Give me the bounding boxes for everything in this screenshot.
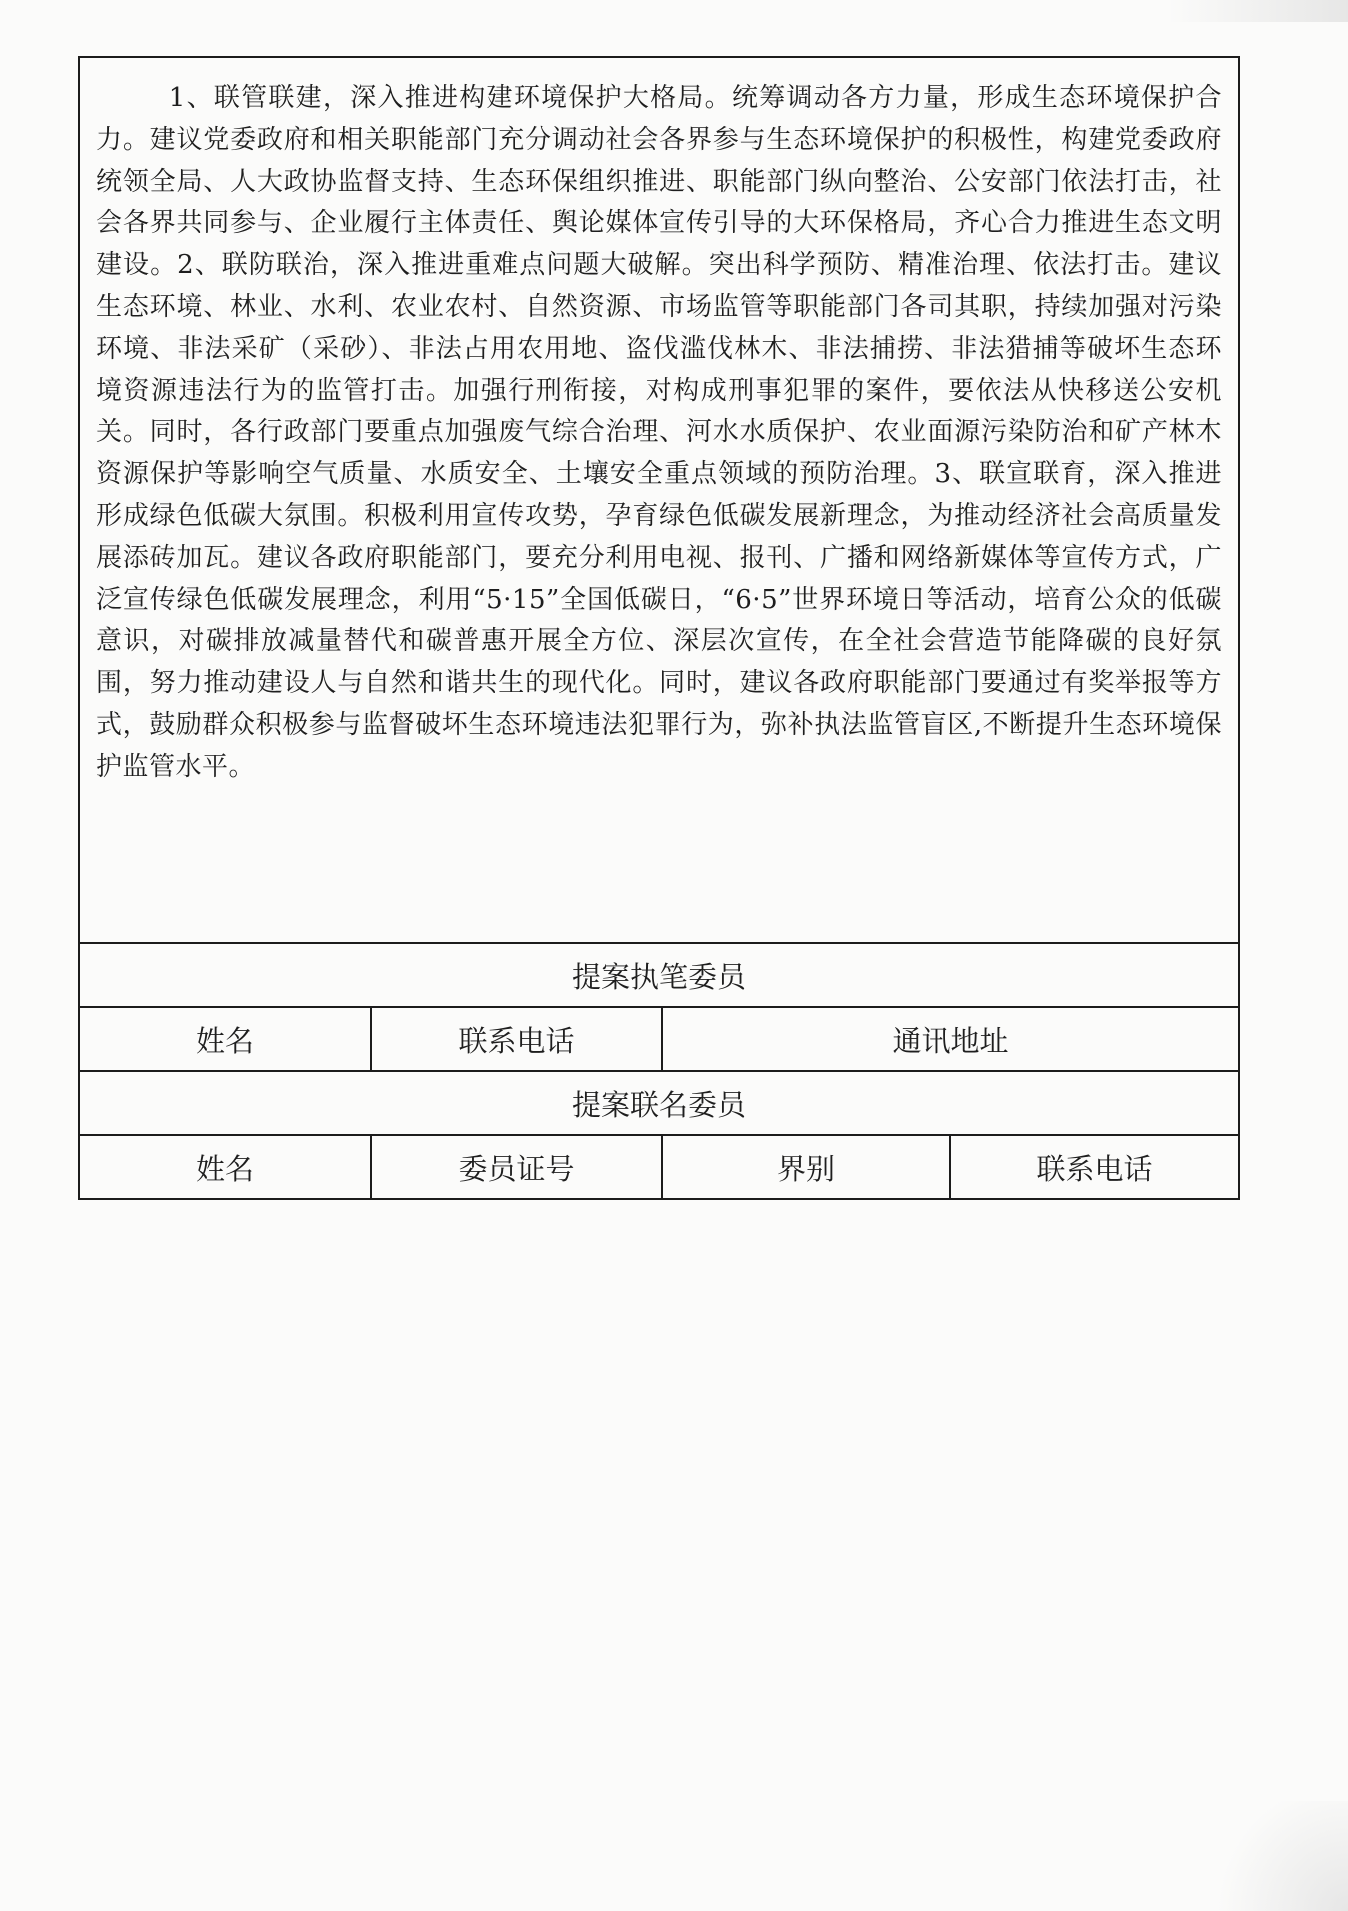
cosign-section-title: 提案联名委员 <box>79 1071 1239 1135</box>
cosign-section-header-row <box>79 1135 1239 1199</box>
lead-col-name: 姓名 <box>79 1007 371 1071</box>
scan-shadow-top <box>1168 0 1348 22</box>
cosign-col-member-id: 委员证号 <box>371 1135 662 1199</box>
proposal-form-table <box>78 56 1240 1200</box>
lead-section-title: 提案执笔委员 <box>79 943 1239 1007</box>
body-paragraph: 1、联管联建，深入推进构建环境保护大格局。统筹调动各方力量，形成生态环境保护合力。建议党委政府和相关职能部门充分调动社会各界参与生态环境保护的积极性，构建党委政府统领全局、人大政协监督支持、生态环保组织推进、职能部门纵向整治、公安部门依法打击，社会各界共同参与、企业履行主体责任、舆论媒体宣传引导的大环保格局，齐心合力推进生态文明建设。2、联防联治，深入推进重难点问题大破解。突出科学预防、精准治理、依法打击。建议生态环境、林业、水利、农业农村、自然资源、市场监管等职能部门各司其职，持续加强对污染环境、非法采矿（采砂）、非法占用农用地、盗伐滥伐林木、非法捕捞、非法猎捕等破坏生态环境资源违法行为的监管打击。加强行刑衔接，对构成刑事犯罪的案件，要依法从快移送公安机关。同时，各行政部门要重点加强废气综合治理、河水水质保护、农业面源污染防治和矿产林木资源保护等影响空气质量、水质安全、土壤安全重点领域的预防治理。3、联宣联育，深入推进形成绿色低碳大氛围。积极利用宣传攻势，孕育绿色低碳发展新理念，为推动经济社会高质量发展添砖加瓦。建议各政府职能部门，要充分利用电视、报刊、广播和网络新媒体等宣传方式，广泛宣传绿色低碳发展理念，利用“5·15”全国低碳日，“6·5”世界环境日等活动，培育公众的低碳意识，对碳排放减量替代和碳普惠开展全方位、深层次宣传，在全社会营造节能降碳的良好氛围，努力推动建设人与自然和谐共生的现代化。同时，建议各政府职能部门要通过有奖举报等方式，鼓励群众积极参与监督破坏生态环境违法犯罪行为，弥补执法监管盲区,不断提升生态环境保护监管水平。 <box>96 83 1222 782</box>
lead-col-address: 通讯地址 <box>662 1007 1239 1071</box>
lead-section-title-row <box>79 943 1239 1007</box>
cosign-section-title-row <box>79 1071 1239 1135</box>
lead-section-header-row <box>79 1007 1239 1071</box>
cosign-col-phone: 联系电话 <box>950 1135 1239 1199</box>
body-row <box>79 57 1239 943</box>
cosign-col-sector: 界别 <box>662 1135 950 1199</box>
cosign-col-name: 姓名 <box>79 1135 371 1199</box>
scan-shadow-bottom <box>1198 1801 1348 1911</box>
body-cell <box>79 57 1239 943</box>
lead-col-phone: 联系电话 <box>371 1007 662 1071</box>
